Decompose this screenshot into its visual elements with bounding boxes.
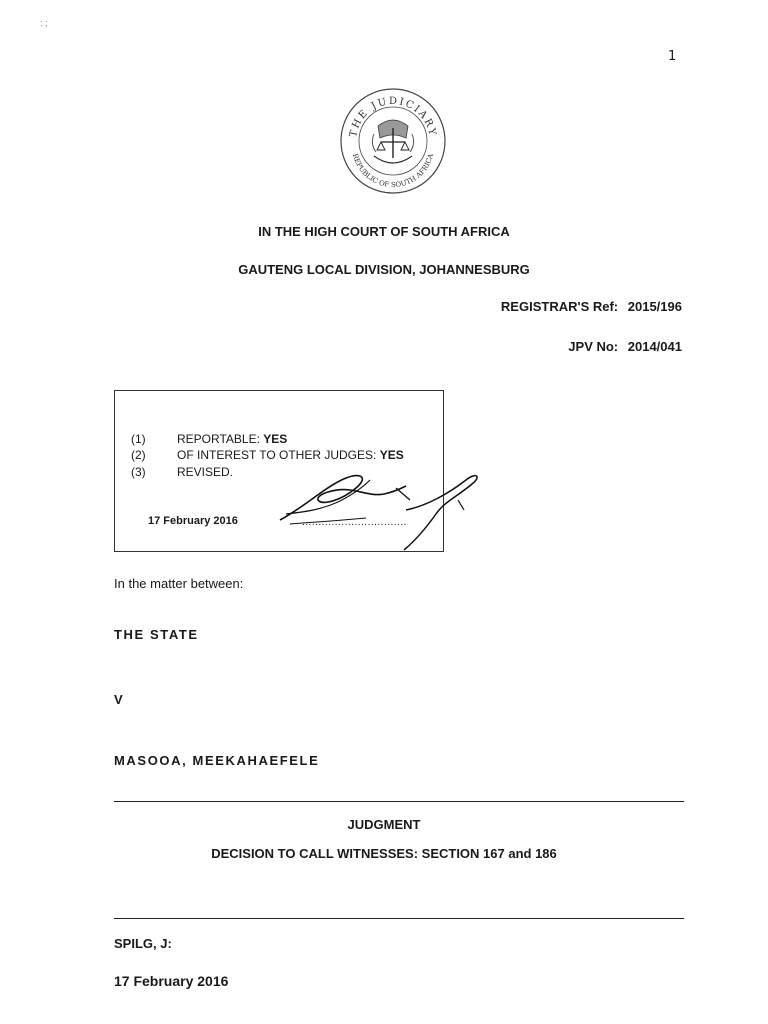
judgment-subtitle: DECISION TO CALL WITNESSES: SECTION 167 and 186	[211, 846, 557, 861]
box-item-revised	[177, 465, 233, 479]
registrar-label: REGISTRAR'S Ref:	[500, 299, 619, 314]
box-item-label: REVISED.	[177, 465, 234, 479]
box-item-value: YES	[379, 448, 404, 462]
box-item-number: (1)	[131, 432, 146, 446]
divider-bottom	[114, 918, 684, 919]
scan-specks: : ;	[40, 18, 48, 28]
party-state: THE STATE	[114, 627, 199, 642]
jpv-reference	[490, 339, 682, 354]
box-item-interest	[177, 448, 404, 462]
handwritten-signature-icon	[276, 466, 490, 552]
versus: V	[114, 692, 125, 707]
box-item-label: OF INTEREST TO OTHER JUDGES:	[177, 448, 380, 462]
jpv-value: 2014/041	[627, 339, 682, 354]
judgment-title: JUDGMENT	[347, 817, 421, 832]
party-accused: MASOOA, MEEKAHAEFELE	[114, 753, 320, 768]
judge-name: SPILG, J:	[114, 936, 172, 951]
judgment-date: 17 February 2016	[114, 973, 229, 989]
jpv-label: JPV No:	[568, 339, 619, 354]
court-division: GAUTENG LOCAL DIVISION, JOHANNESBURG	[238, 262, 530, 277]
box-item-number: (2)	[131, 448, 146, 462]
box-item-number: (3)	[131, 465, 146, 479]
divider-top	[114, 801, 684, 802]
registrar-reference	[490, 299, 682, 314]
registrar-value: 2015/196	[627, 299, 682, 314]
box-date: 17 February 2016	[148, 515, 238, 527]
box-item-label: REPORTABLE:	[177, 432, 264, 446]
judiciary-seal-icon	[338, 86, 448, 196]
seal-top-text: THE JUDICIARY	[348, 95, 438, 139]
signature-line: ................................	[302, 517, 407, 528]
box-item-value: YES	[263, 432, 288, 446]
seal-bottom-text: REPUBLIC OF SOUTH AFRICA	[350, 152, 436, 190]
court-title: IN THE HIGH COURT OF SOUTH AFRICA	[258, 224, 510, 239]
box-item-reportable	[177, 432, 287, 446]
page-number: 1	[668, 49, 677, 64]
matter-intro: In the matter between:	[114, 576, 244, 591]
